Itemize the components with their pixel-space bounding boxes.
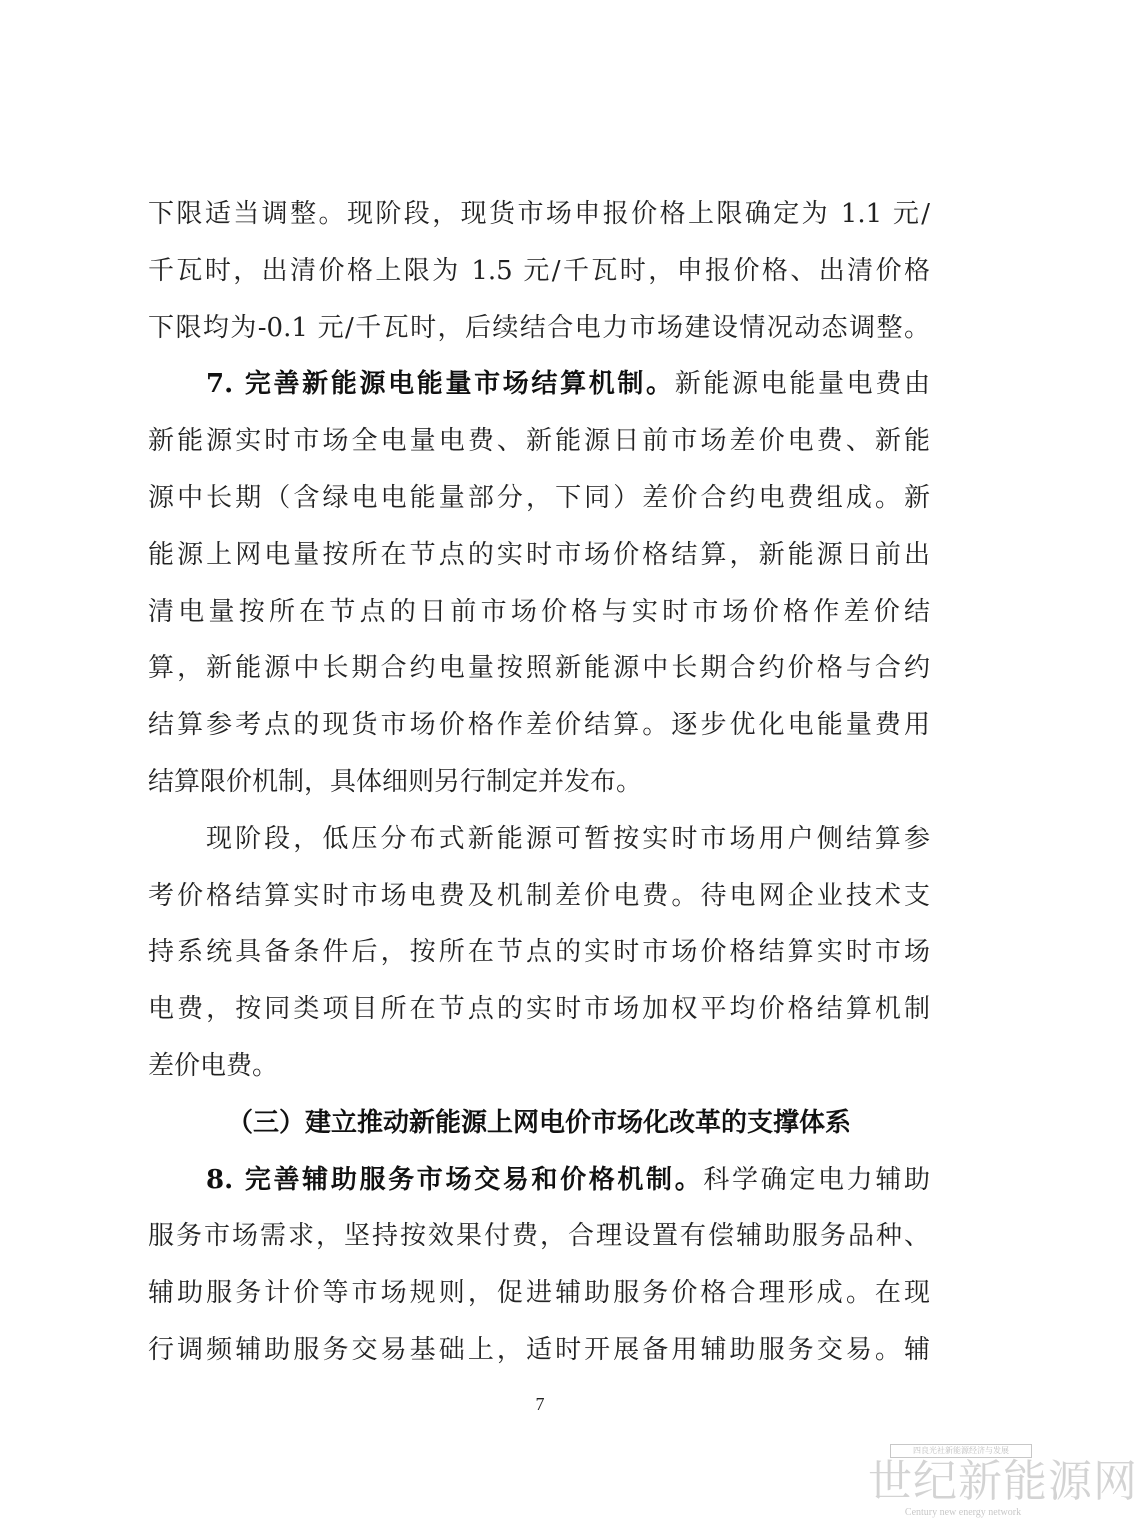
section-7-heading: 7. 完善新能源电能量市场结算机制。	[206, 369, 675, 400]
body-line-7: 能源上网电量按所在节点的实时市场价格结算，新能源日前出	[148, 539, 930, 570]
body-line-2: 千瓦时，出清价格上限为 1.5 元/千瓦时，申报价格、出清价格	[148, 255, 930, 286]
section-3-heading-line	[148, 1095, 930, 1152]
document-body	[148, 186, 930, 1379]
watermark-logo	[868, 1444, 1138, 1524]
page-number: 7	[535, 1394, 545, 1414]
body-line-14: 持系统具备条件后，按所在节点的实时市场价格结算实时市场	[148, 937, 930, 968]
body-line-10: 结算参考点的现货市场价格作差价结算。逐步优化电能量费用	[148, 710, 930, 741]
section-3-heading: （三）建立推动新能源上网电价市场化改革的支撑体系	[226, 1107, 851, 1138]
body-line-13: 考价格结算实时市场电费及机制差价电费。待电网企业技术支	[148, 880, 930, 911]
body-line-3: 下限均为-0.1 元/千瓦时，后续结合电力市场建设情况动态调整。	[148, 312, 930, 343]
body-line-1: 下限适当调整。现阶段，现货市场申报价格上限确定为 1.1 元/	[148, 199, 930, 229]
section-7-heading-line: 7. 完善新能源电能量市场结算机制。新能源电能量电费由	[206, 369, 930, 400]
body-line-15: 电费，按同类项目所在节点的实时市场加权平均价格结算机制	[148, 994, 930, 1025]
watermark-logo-text: 世纪新能源网	[868, 1456, 1138, 1507]
body-line-9: 算，新能源中长期合约电量按照新能源中长期合约价格与合约	[148, 653, 930, 684]
watermark-sub-text: Century new energy network	[904, 1507, 1022, 1518]
section-8-heading-line: 8. 完善辅助服务市场交易和价格机制。科学确定电力辅助	[206, 1164, 930, 1195]
body-line-19: 服务市场需求，坚持按效果付费，合理设置有偿辅助服务品种、	[148, 1221, 930, 1252]
body-line-5: 新能源实时市场全电量电费、新能源日前市场差价电费、新能	[148, 426, 930, 457]
body-line-11: 结算限价机制，具体细则另行制定并发布。	[148, 766, 643, 797]
body-line-12: 现阶段，低压分布式新能源可暂按实时市场用户侧结算参	[206, 823, 930, 854]
body-line-21: 行调频辅助服务交易基础上，适时开展备用辅助服务交易。辅	[148, 1334, 930, 1365]
body-line-6: 源中长期（含绿电电能量部分，下同）差价合约电费组成。新	[148, 482, 930, 513]
section-8-heading: 8. 完善辅助服务市场交易和价格机制。	[206, 1164, 704, 1195]
watermark-box-text: 四良光社新能源经济与发展	[890, 1444, 1032, 1458]
body-line-8: 清电量按所在节点的日前市场价格与实时市场价格作差价结	[148, 596, 930, 627]
body-line-16: 差价电费。	[148, 1050, 279, 1081]
body-line-20: 辅助服务计价等市场规则，促进辅助服务价格合理形成。在现	[148, 1278, 930, 1309]
